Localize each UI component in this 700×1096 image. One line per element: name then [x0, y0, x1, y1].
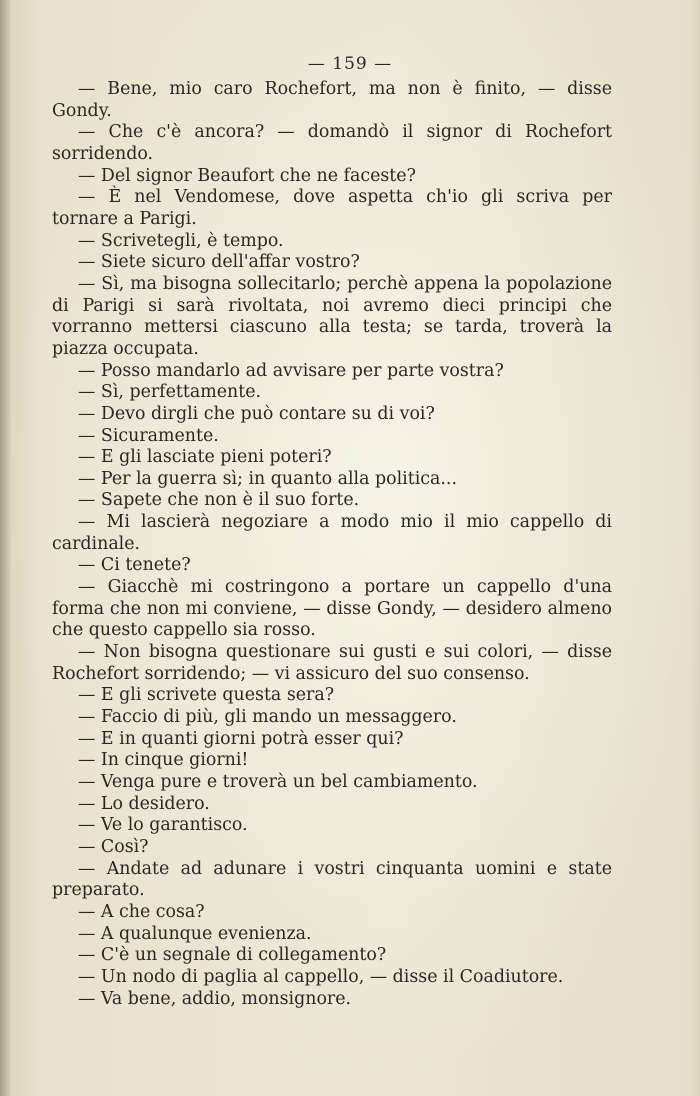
paragraph: — Lo desidero.: [78, 793, 210, 814]
paragraph: — Così?: [78, 836, 149, 857]
paragraph: — E gli lasciate pieni poteri?: [78, 447, 332, 468]
paragraph: — Siete sicuro dell'affar vostro?: [78, 252, 360, 273]
paragraph: — Venga pure e troverà un bel cambiamento.: [78, 772, 478, 792]
paragraph: — È nel Vendomese, dove aspetta ch'io gli scriva per tornare a Parigi.: [52, 187, 612, 229]
paragraph: — Bene, mio caro Rochefort, ma non è finito, — disse Gondy.: [52, 79, 612, 121]
paragraph: — E gli scrivete questa sera?: [78, 685, 335, 706]
paragraph: — Sì, ma bisogna sollecitarlo; perchè appena la popolazione di Parigi si sarà rivoltata, noi avremo dieci principi che vorranno mettersi ciascuno alla testa; se tarda, troverà la piazza occupata.: [52, 273, 612, 359]
paragraph: — Sicuramente.: [78, 425, 219, 446]
paragraph: — C'è un segnale di collegamento?: [78, 945, 387, 966]
paragraph: — E in quanti giorni potrà esser qui?: [78, 728, 404, 749]
paragraph: — Per la guerra sì; in quanto alla politica...: [78, 468, 457, 489]
paragraph: — Faccio di più, gli mando un messaggero.: [78, 707, 457, 728]
paragraph: — Scrivetegli, è tempo.: [78, 230, 284, 251]
paragraph: — Mi lascierà negoziare a modo mio il mio cappello di cardinale.: [52, 512, 612, 554]
paragraph: — Giacchè mi costringono a portare un cappello d'una forma che non mi conviene, — disse Gondy, — desidero almeno che questo cappello sia rosso.: [52, 577, 612, 641]
paragraph: — Un nodo di paglia al cappello, — disse il Coadiutore.: [78, 966, 564, 987]
paragraph: — A che cosa?: [78, 901, 205, 922]
paragraph: — Andate ad adunare i vostri cinquanta uomini e state preparato.: [52, 858, 612, 901]
paragraph: — A qualunque evenienza.: [78, 923, 312, 944]
body-text: [52, 79, 612, 1010]
paragraph: — Sapete che non è il suo forte.: [78, 490, 360, 511]
paragraph: — Del signor Beaufort che ne faceste?: [78, 165, 416, 186]
page-number: — 159 —: [307, 54, 393, 74]
paragraph: — Va bene, addio, monsignore.: [78, 988, 352, 1009]
paragraph: — In cinque giorni!: [78, 750, 249, 771]
paragraph: — Posso mandarlo ad avvisare per parte vostra?: [78, 360, 504, 381]
paragraph: — Che c'è ancora? — domandò il signor di Rochefort sorridendo.: [52, 122, 612, 164]
paragraph: — Devo dirgli che può contare su di voi?: [78, 403, 435, 424]
paragraph: — Ci tenete?: [78, 555, 191, 576]
paragraph: — Sì, perfettamente.: [78, 382, 262, 403]
binding-shadow: [0, 0, 12, 1096]
paragraph: — Ve lo garantisco.: [78, 815, 248, 836]
paragraph: — Non bisogna questionare sui gusti e sui colori, — disse Rochefort sorridendo; — vi assicuro del suo consenso.: [52, 642, 612, 684]
